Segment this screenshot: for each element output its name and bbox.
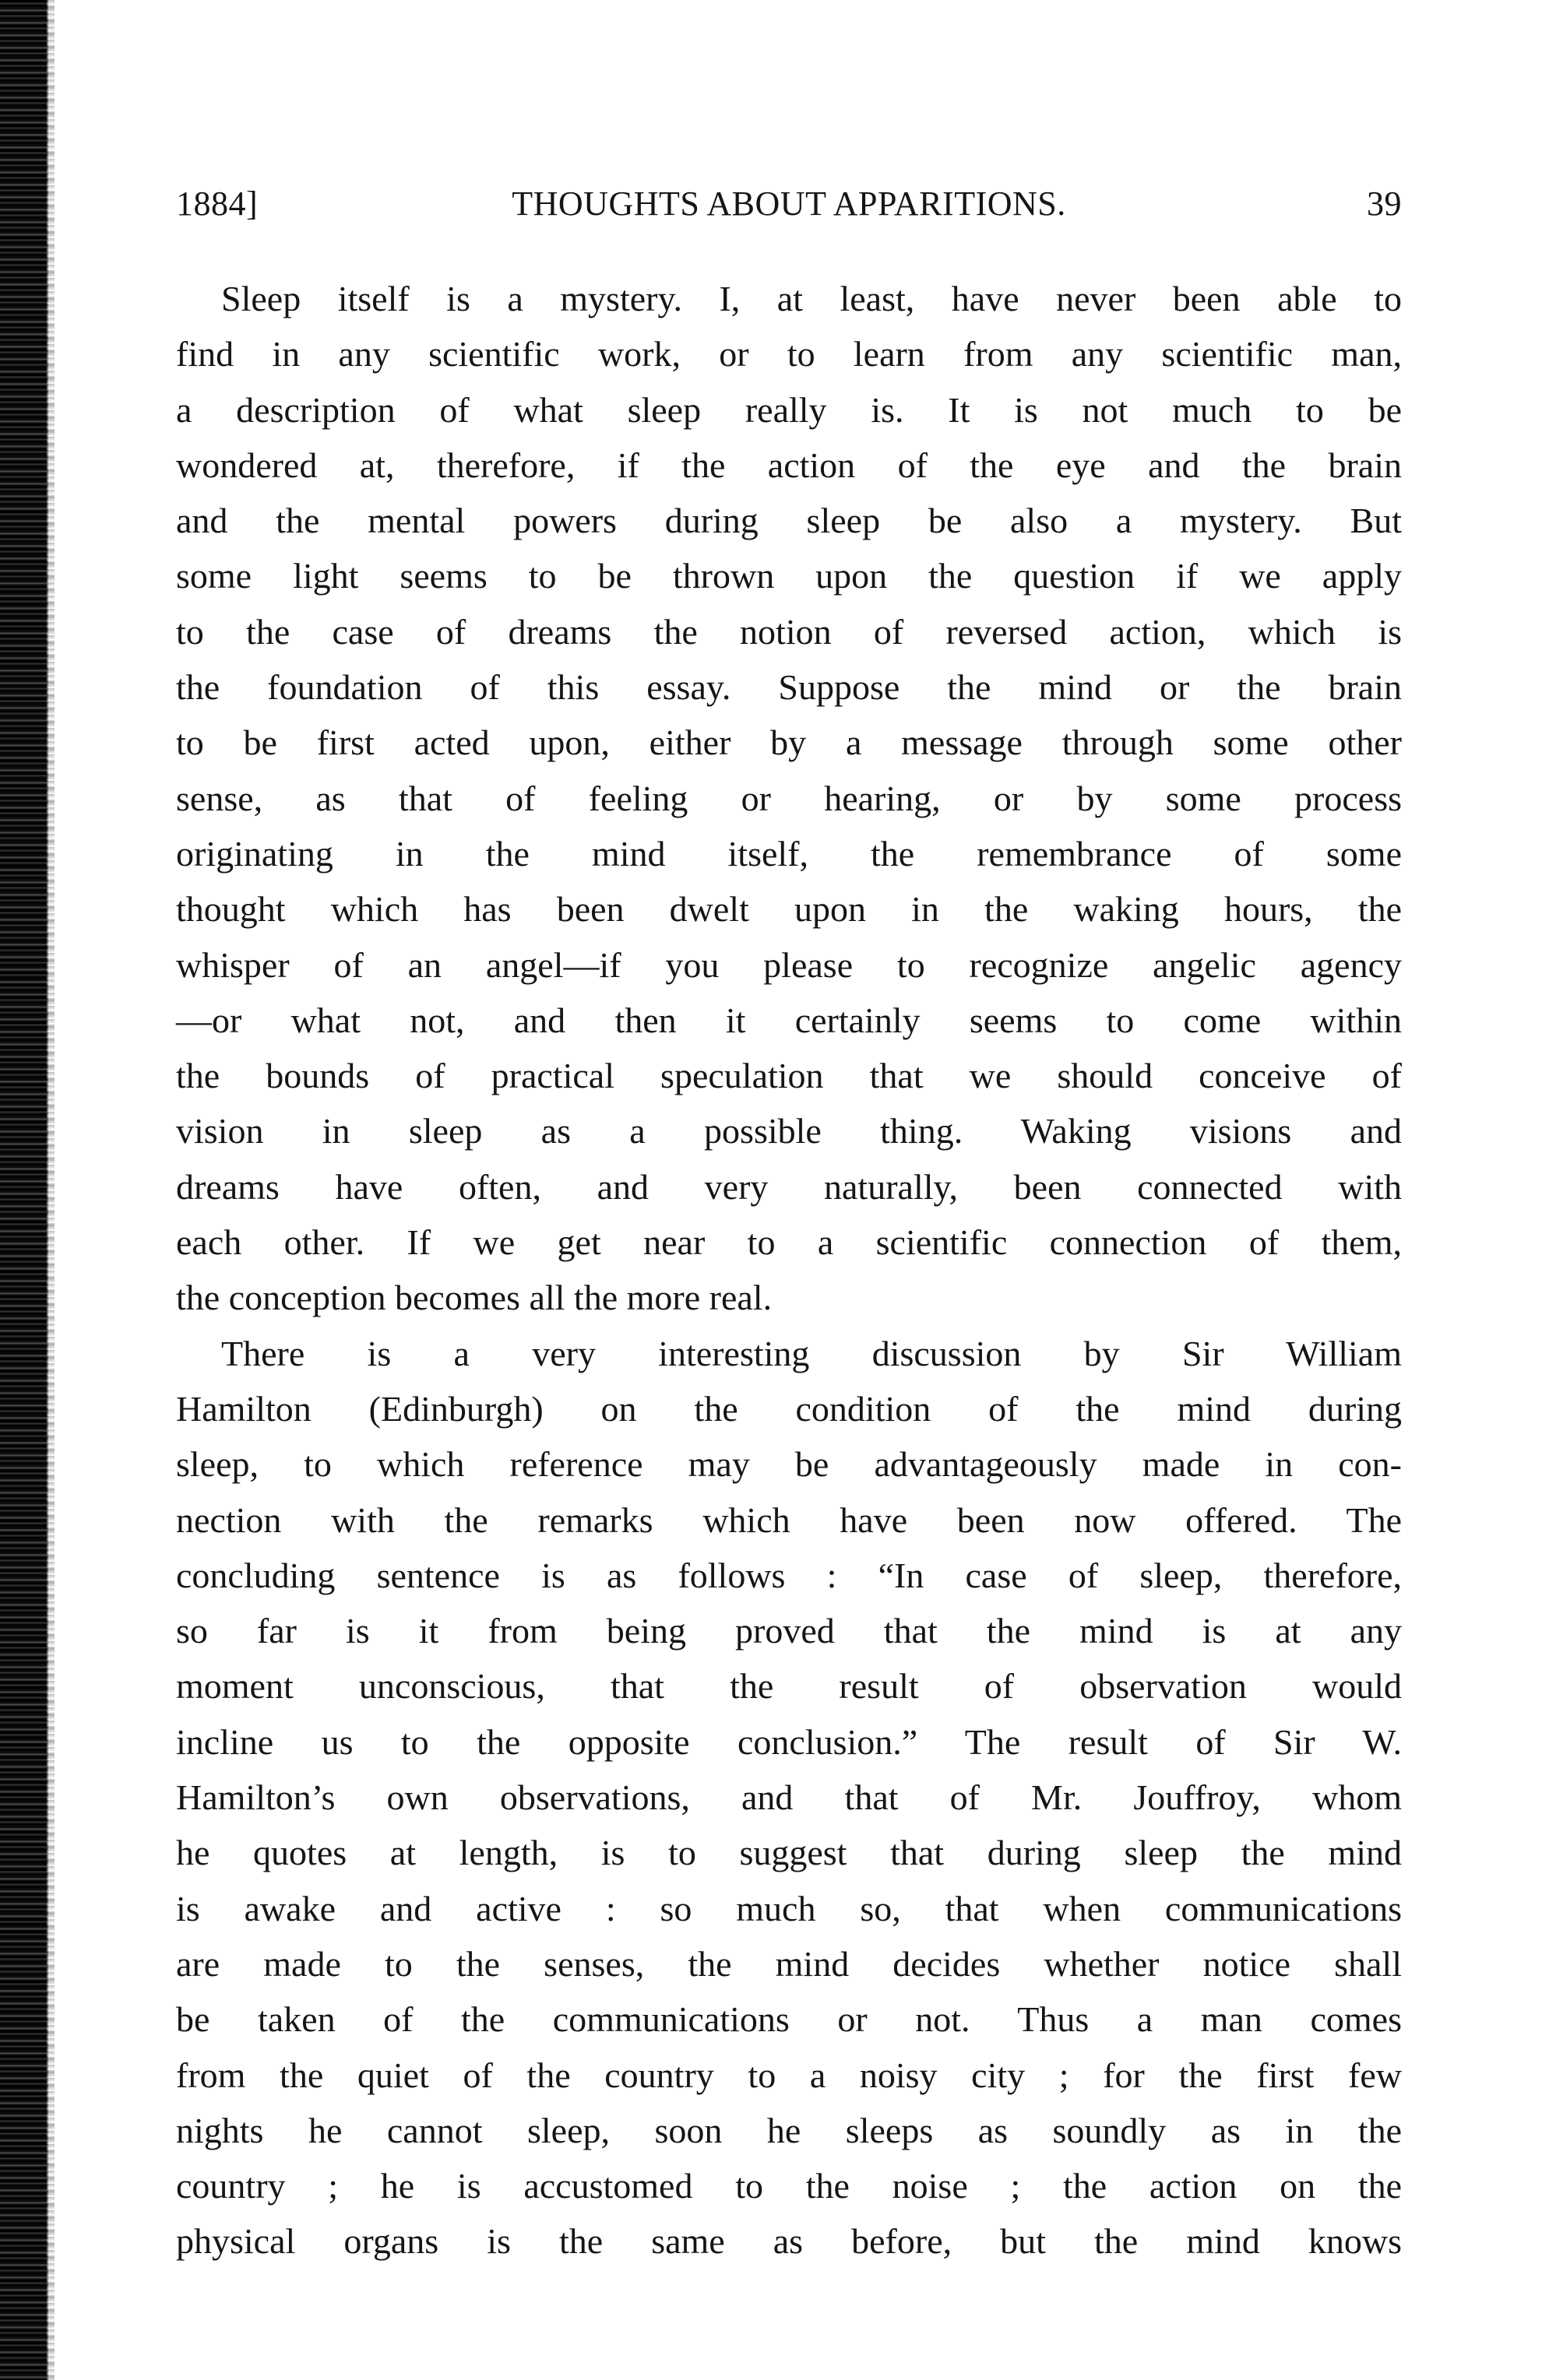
text-line: moment unconscious, that the result of observation would — [176, 1666, 1402, 1707]
text-line: concluding sentence is as follows : “In case of sleep, therefore, — [176, 1555, 1402, 1595]
text-line: and the mental powers during sleep be also a mystery. But — [176, 501, 1402, 541]
text-line: is awake and active : so much so, that when communications — [176, 1888, 1402, 1928]
text-line: originating in the mind itself, the remembrance of some — [176, 833, 1402, 874]
text-line: There is a very interesting discussion by Sir William — [221, 1333, 1402, 1373]
text-line: each other. If we get near to a scientific connection of them, — [176, 1222, 1402, 1263]
text-line: Hamilton (Edinburgh) on the condition of the mind during — [176, 1388, 1402, 1429]
running-head — [176, 181, 1402, 235]
text-line: whisper of an angel—if you please to recognize angelic agency — [176, 944, 1402, 985]
text-line: from the quiet of the country to a noisy city ; for the first few — [176, 2055, 1402, 2095]
text-line: a description of what sleep really is. It is not much to be — [176, 389, 1402, 430]
text-line: the foundation of this essay. Suppose the mind or the brain — [176, 667, 1402, 708]
running-head-year: 1884] — [176, 185, 259, 223]
text-line: be taken of the communications or not. Thus a man comes — [176, 1999, 1402, 2040]
page-number: 39 — [1367, 185, 1402, 223]
book-binding-edge — [0, 0, 48, 2380]
text-line: find in any scientific work, or to learn from any scientific man, — [176, 334, 1402, 374]
text-line: to the case of dreams the notion of reversed action, which is — [176, 611, 1402, 652]
running-head-title: THOUGHTS ABOUT APPARITIONS. — [512, 185, 1066, 223]
text-line: to be first acted upon, either by a message through some other — [176, 722, 1402, 763]
text-line: Sleep itself is a mystery. I, at least, have never been able to — [221, 279, 1402, 318]
text-line: —or what not, and then it certainly seems to come within — [176, 1000, 1402, 1040]
text-line: thought which has been dwelt upon in the waking hours, the — [176, 889, 1402, 930]
text-line: nection with the remarks which have been now offered. The — [176, 1499, 1402, 1540]
text-line: nights he cannot sleep, soon he sleeps as soundly as in the — [176, 2110, 1402, 2150]
text-line: the conception becomes all the more real. — [176, 1278, 773, 1318]
text-line: the bounds of practical speculation that we should conceive of — [176, 1056, 1402, 1096]
text-line: Hamilton’s own observations, and that of Mr. Jouffroy, whom — [176, 1777, 1402, 1818]
text-line: so far is it from being proved that the mind is at any — [176, 1611, 1402, 1651]
text-line: he quotes at length, is to suggest that during sleep the mind — [176, 1833, 1402, 1873]
text-line: are made to the senses, the mind decides whether notice shall — [176, 1943, 1402, 1984]
text-line: incline us to the opposite conclusion.” The result of Sir W. — [176, 1721, 1402, 1762]
text-line: sense, as that of feeling or hearing, or by some process — [176, 778, 1402, 818]
paragraph-1 — [176, 271, 1402, 1326]
text-line: sleep, to which reference may be advantageously made in con- — [176, 1444, 1402, 1485]
text-line: some light seems to be thrown upon the question if we apply — [176, 556, 1402, 596]
text-line: dreams have often, and very naturally, been connected with — [176, 1166, 1402, 1207]
text-line: country ; he is accustomed to the noise ; the action on the — [176, 2166, 1402, 2206]
body-text — [176, 271, 1402, 2269]
text-line: wondered at, therefore, if the action of the eye and the brain — [176, 445, 1402, 485]
paragraph-2 — [176, 1326, 1402, 2269]
text-line: physical organs is the same as before, but the mind knows — [176, 2221, 1402, 2262]
text-line: vision in sleep as a possible thing. Waking visions and — [176, 1111, 1402, 1151]
